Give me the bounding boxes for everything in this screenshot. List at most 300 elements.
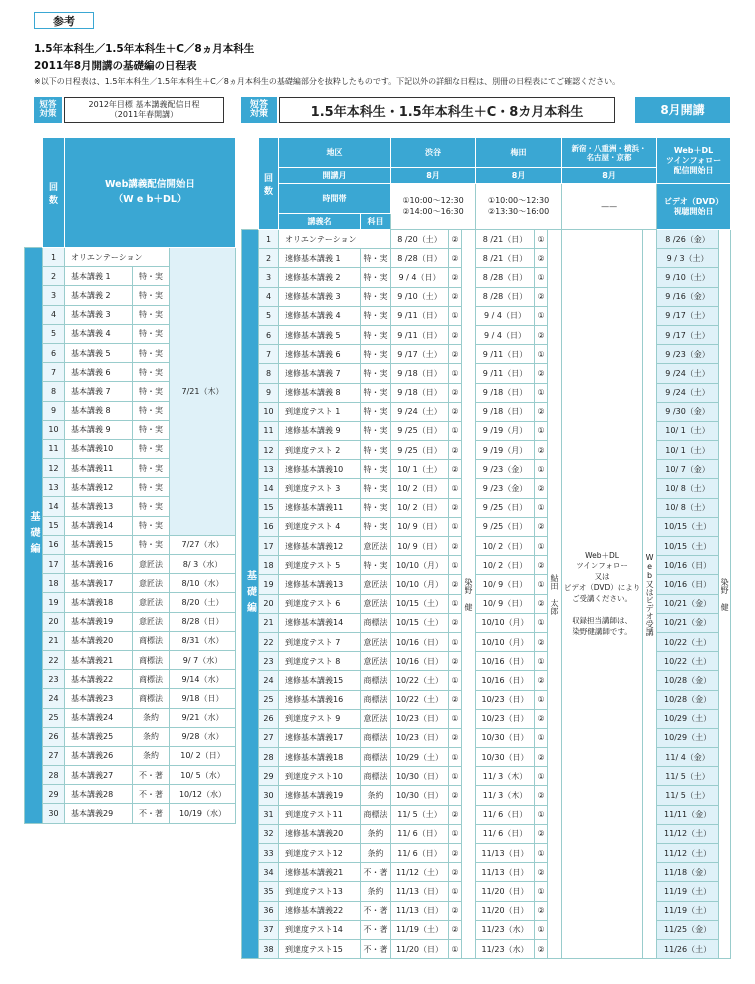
shibuya-slot: ① <box>449 517 462 536</box>
schedule-note: ※以下の日程表は、1.5年本科生／1.5年本科生＋C／8ヵ月本科生の基礎編部分を抜粋したものです。下記以外の詳細な日程は、別冊の日程表にてご確認ください。 <box>34 77 621 86</box>
right-row <box>242 306 731 325</box>
right-subject: 特・実 <box>361 421 391 440</box>
left-lecture-name: 基本講義 9 <box>65 420 133 439</box>
shibuya-slot: ① <box>449 306 462 325</box>
left-web-start: 8/ 3（水） <box>170 555 236 574</box>
shibuya-date: 10/30（日） <box>391 767 449 786</box>
time-other: —— <box>562 184 657 230</box>
right-row-number: 19 <box>259 575 279 594</box>
shibuya-slot: ② <box>449 728 462 747</box>
right-row <box>242 268 731 287</box>
shibuya-date: 10/ 2（日） <box>391 498 449 517</box>
shibuya-slot: ② <box>449 460 462 479</box>
right-row <box>242 537 731 556</box>
shibuya-date: 10/22（土） <box>391 690 449 709</box>
right-row <box>242 402 731 421</box>
left-lecture-name: 基本講義 4 <box>65 324 133 343</box>
umeda-date: 9 / 4（日） <box>476 306 535 325</box>
umeda-slot: ② <box>535 479 548 498</box>
right-lecture-name: 速修基本講義 4 <box>279 306 361 325</box>
left-row-number: 11 <box>43 439 65 458</box>
right-row-number: 18 <box>259 556 279 575</box>
umeda-date: 11/13（日） <box>476 844 535 863</box>
shibuya-date: 8 /20（土） <box>391 230 449 249</box>
left-subject: 特・実 <box>133 497 170 516</box>
umeda-slot: ② <box>535 287 548 306</box>
left-row-number: 27 <box>43 746 65 765</box>
right-lecture-name: 速修基本講義19 <box>279 786 361 805</box>
right-subject: 特・実 <box>361 498 391 517</box>
shibuya-slot: ① <box>449 594 462 613</box>
left-lecture-name: 基本講義21 <box>65 650 133 669</box>
umeda-date: 11/23（水） <box>476 920 535 939</box>
shibuya-slot: ② <box>449 402 462 421</box>
right-lecture-name: 到達度テスト14 <box>279 920 361 939</box>
left-lecture-name: 基本講義 1 <box>65 267 133 286</box>
right-lecture-name: 到達度テスト11 <box>279 805 361 824</box>
right-lecture-name: 速修基本講義18 <box>279 748 361 767</box>
umeda-slot: ② <box>535 325 548 344</box>
left-web-start: 10/12（水） <box>170 785 236 804</box>
umeda-date: 9 /23（金） <box>476 460 535 479</box>
shibuya-date: 10/22（土） <box>391 671 449 690</box>
right-schedule-table <box>241 137 731 959</box>
umeda-slot: ① <box>535 613 548 632</box>
umeda-date: 10/30（日） <box>476 748 535 767</box>
left-subject: 特・実 <box>133 305 170 324</box>
right-subject: 不・著 <box>361 863 391 882</box>
right-row <box>242 632 731 651</box>
right-subject: 商標法 <box>361 690 391 709</box>
left-subject: 条約 <box>133 746 170 765</box>
header-month: 開講月 <box>279 168 391 184</box>
other-areas-note: Web＋DL ツインフォロー 又は ビデオ（DVD）により ご受講ください。 収録担当講師は、 染野健講師です。 <box>562 230 643 959</box>
shibuya-date: 11/20（日） <box>391 939 449 958</box>
right-lecture-name: 速修基本講義 3 <box>279 287 361 306</box>
shibuya-slot: ② <box>449 230 462 249</box>
right-subject: 意匠法 <box>361 594 391 613</box>
right-subject: 意匠法 <box>361 632 391 651</box>
left-lecture-name: 基本講義 5 <box>65 343 133 362</box>
time-umeda: ①10:00〜12:30 ②13:30〜16:00 <box>476 184 562 230</box>
right-row-number: 11 <box>259 421 279 440</box>
webdl-date: 9 /30（金） <box>657 402 719 421</box>
left-subject: 商標法 <box>133 689 170 708</box>
shibuya-slot: ② <box>449 287 462 306</box>
umeda-slot: ① <box>535 767 548 786</box>
left-lecture-name: 基本講義 3 <box>65 305 133 324</box>
header-subject: 科目 <box>361 214 391 230</box>
right-lecture-name: 速修基本講義14 <box>279 613 361 632</box>
right-row-number: 35 <box>259 882 279 901</box>
left-row-number: 16 <box>43 535 65 554</box>
umeda-date: 11/ 3（木） <box>476 767 535 786</box>
right-subject: 特・実 <box>361 517 391 536</box>
left-subject: 条約 <box>133 727 170 746</box>
umeda-slot: ① <box>535 690 548 709</box>
right-row <box>242 613 731 632</box>
umeda-date: 9 /19（月） <box>476 441 535 460</box>
shibuya-date: 11/12（土） <box>391 863 449 882</box>
webdl-date: 10/29（土） <box>657 709 719 728</box>
left-web-start: 8/28（日） <box>170 612 236 631</box>
umeda-lecturer: 鮎田 太郎 <box>548 230 562 959</box>
webdl-date: 9 /24（土） <box>657 364 719 383</box>
right-lecture-name: 速修基本講義 6 <box>279 345 361 364</box>
left-subject: 特・実 <box>133 439 170 458</box>
shibuya-slot: ① <box>449 824 462 843</box>
right-lecture-name: 速修基本講義16 <box>279 690 361 709</box>
left-row-number: 17 <box>43 555 65 574</box>
umeda-date: 11/ 6（日） <box>476 824 535 843</box>
webdl-date: 10/ 1（土） <box>657 441 719 460</box>
umeda-slot: ② <box>535 249 548 268</box>
shibuya-date: 9 /11（日） <box>391 306 449 325</box>
right-row <box>242 345 731 364</box>
shibuya-date: 10/16（日） <box>391 652 449 671</box>
header-lecture: 講義名 <box>279 214 361 230</box>
right-lecture-name: 速修基本講義 1 <box>279 249 361 268</box>
left-lecture-name: 基本講義25 <box>65 727 133 746</box>
right-row-number: 33 <box>259 844 279 863</box>
left-lecture-name: 基本講義12 <box>65 478 133 497</box>
right-subject: 意匠法 <box>361 575 391 594</box>
left-subject: 意匠法 <box>133 574 170 593</box>
right-row-number: 27 <box>259 728 279 747</box>
shibuya-date: 10/10（月） <box>391 556 449 575</box>
umeda-slot: ② <box>535 632 548 651</box>
right-row-number: 23 <box>259 652 279 671</box>
right-row <box>242 575 731 594</box>
webdl-date: 9 / 3（土） <box>657 249 719 268</box>
reference-badge: 参考 <box>34 12 94 29</box>
left-row <box>25 804 236 823</box>
right-row-number: 32 <box>259 824 279 843</box>
right-row-number: 9 <box>259 383 279 402</box>
shibuya-slot: ② <box>449 441 462 460</box>
left-lecture-name: 基本講義29 <box>65 804 133 823</box>
webdl-date: 8 /26（金） <box>657 230 719 249</box>
left-web-start: 9/18（日） <box>170 689 236 708</box>
shibuya-slot: ② <box>449 805 462 824</box>
right-row <box>242 383 731 402</box>
right-lecture-name: 速修基本講義11 <box>279 498 361 517</box>
right-subject: 不・著 <box>361 920 391 939</box>
left-row-number: 24 <box>43 689 65 708</box>
umeda-date: 11/20（日） <box>476 882 535 901</box>
shibuya-slot: ② <box>449 863 462 882</box>
left-lecture-name: 基本講義11 <box>65 459 133 478</box>
left-row <box>25 746 236 765</box>
right-lecture-name: 到達度テスト 5 <box>279 556 361 575</box>
shibuya-slot: ② <box>449 613 462 632</box>
right-row-number: 4 <box>259 287 279 306</box>
shibuya-date: 10/10（月） <box>391 575 449 594</box>
right-row <box>242 671 731 690</box>
left-lecture-name: 基本講義28 <box>65 785 133 804</box>
right-row <box>242 230 731 249</box>
right-row-number: 31 <box>259 805 279 824</box>
right-lecture-name: 速修基本講義17 <box>279 728 361 747</box>
right-row-number: 26 <box>259 709 279 728</box>
left-row-number: 30 <box>43 804 65 823</box>
umeda-date: 10/10（月） <box>476 632 535 651</box>
right-row-number: 12 <box>259 441 279 460</box>
shibuya-date: 8 /28（日） <box>391 249 449 268</box>
left-lecture-name: 基本講義 6 <box>65 363 133 382</box>
left-row <box>25 631 236 650</box>
left-row-number: 2 <box>43 267 65 286</box>
header-umeda: 梅田 <box>476 138 562 168</box>
left-row-number: 21 <box>43 631 65 650</box>
right-row <box>242 441 731 460</box>
left-web-start: 10/19（水） <box>170 804 236 823</box>
left-row <box>25 689 236 708</box>
right-row-number: 14 <box>259 479 279 498</box>
umeda-slot: ② <box>535 709 548 728</box>
right-row-number: 34 <box>259 863 279 882</box>
umeda-date: 9 /18（日） <box>476 383 535 402</box>
shibuya-slot: ② <box>449 786 462 805</box>
left-web-start: 10/ 5（水） <box>170 766 236 785</box>
webdl-date: 9 /24（土） <box>657 383 719 402</box>
left-lecture-name: 基本講義 2 <box>65 286 133 305</box>
webdl-date: 11/18（金） <box>657 863 719 882</box>
umeda-date: 11/ 6（日） <box>476 805 535 824</box>
right-row <box>242 556 731 575</box>
left-web-start: 9/ 7（水） <box>170 650 236 669</box>
umeda-date: 8 /28（日） <box>476 287 535 306</box>
left-lecture-name: 基本講義27 <box>65 766 133 785</box>
right-row <box>242 882 731 901</box>
right-row <box>242 652 731 671</box>
umeda-date: 8 /21（日） <box>476 249 535 268</box>
umeda-date: 10/23（日） <box>476 709 535 728</box>
umeda-date: 9 / 4（日） <box>476 325 535 344</box>
shibuya-date: 11/ 5（土） <box>391 805 449 824</box>
shibuya-date: 10/23（日） <box>391 709 449 728</box>
umeda-slot: ② <box>535 786 548 805</box>
month-umeda: 8月 <box>476 168 562 184</box>
left-title-line2: （2011年春開講） <box>109 110 179 119</box>
umeda-slot: ② <box>535 441 548 460</box>
right-row <box>242 460 731 479</box>
left-row-number: 22 <box>43 650 65 669</box>
left-row <box>25 535 236 554</box>
right-subject: 特・実 <box>361 441 391 460</box>
umeda-date: 11/23（水） <box>476 939 535 958</box>
right-section-label: 基礎編 <box>242 230 259 959</box>
shibuya-slot: ② <box>449 537 462 556</box>
shibuya-slot: ② <box>449 652 462 671</box>
umeda-slot: ① <box>535 882 548 901</box>
right-row <box>242 479 731 498</box>
left-row-number: 23 <box>43 670 65 689</box>
right-row-number: 7 <box>259 345 279 364</box>
left-web-start: 10/ 2（日） <box>170 746 236 765</box>
shibuya-date: 11/19（土） <box>391 920 449 939</box>
shibuya-date: 9 /25（日） <box>391 421 449 440</box>
left-lecture-name: 基本講義18 <box>65 593 133 612</box>
right-row-number: 16 <box>259 517 279 536</box>
shibuya-slot: ① <box>449 671 462 690</box>
left-subject: 不・著 <box>133 785 170 804</box>
umeda-date: 9 /18（日） <box>476 402 535 421</box>
umeda-slot: ② <box>535 901 548 920</box>
right-subject: 意匠法 <box>361 652 391 671</box>
right-subject: 条約 <box>361 882 391 901</box>
umeda-slot: ② <box>535 517 548 536</box>
umeda-date: 10/ 9（日） <box>476 594 535 613</box>
shibuya-slot: ① <box>449 632 462 651</box>
umeda-date: 11/ 3（木） <box>476 786 535 805</box>
right-title-box: 1.5年本科生・1.5年本科生＋C・8カ月本科生 <box>279 97 615 123</box>
webdl-date: 10/ 8（土） <box>657 498 719 517</box>
left-row-number: 26 <box>43 727 65 746</box>
left-section-label: 基礎編 <box>25 248 43 824</box>
left-schedule-table <box>24 137 236 824</box>
shibuya-date: 9 /17（土） <box>391 345 449 364</box>
right-lecture-name: 速修基本講義 5 <box>279 325 361 344</box>
left-subject: 条約 <box>133 708 170 727</box>
shibuya-date: 10/16（日） <box>391 632 449 651</box>
right-row <box>242 287 731 306</box>
umeda-date: 11/13（日） <box>476 863 535 882</box>
umeda-slot: ② <box>535 556 548 575</box>
shibuya-slot: ② <box>449 249 462 268</box>
shibuya-date: 11/ 6（日） <box>391 824 449 843</box>
right-row <box>242 901 731 920</box>
shibuya-slot: ② <box>449 325 462 344</box>
month-other: 8月 <box>562 168 657 184</box>
webdl-date: 10/ 7（金） <box>657 460 719 479</box>
shibuya-slot: ① <box>449 421 462 440</box>
right-row-number: 36 <box>259 901 279 920</box>
right-row-number: 13 <box>259 460 279 479</box>
shibuya-date: 9 /18（日） <box>391 364 449 383</box>
webdl-date: 9 /17（土） <box>657 306 719 325</box>
right-subject: 商標法 <box>361 805 391 824</box>
umeda-slot: ① <box>535 498 548 517</box>
left-row <box>25 785 236 804</box>
shibuya-date: 9 /25（日） <box>391 441 449 460</box>
left-lecture-name: 基本講義13 <box>65 497 133 516</box>
left-subject: 特・実 <box>133 478 170 497</box>
right-lecture-name: 速修基本講義13 <box>279 575 361 594</box>
left-subject: 特・実 <box>133 401 170 420</box>
right-subject: 特・実 <box>361 556 391 575</box>
right-lecture-name: 速修基本講義15 <box>279 671 361 690</box>
right-row-number: 38 <box>259 939 279 958</box>
webdl-date: 10/16（日） <box>657 556 719 575</box>
right-lecture-name: 速修基本講義10 <box>279 460 361 479</box>
shibuya-date: 11/ 6（日） <box>391 844 449 863</box>
left-lecture-name: 基本講義20 <box>65 631 133 650</box>
umeda-slot: ① <box>535 345 548 364</box>
right-row-number: 37 <box>259 920 279 939</box>
time-shibuya: ①10:00〜12:30 ②14:00〜16:30 <box>391 184 476 230</box>
left-row-number: 12 <box>43 459 65 478</box>
right-subject: 商標法 <box>361 748 391 767</box>
right-lecture-name: 速修基本講義 2 <box>279 268 361 287</box>
right-row <box>242 767 731 786</box>
right-row <box>242 844 731 863</box>
left-row-number: 13 <box>43 478 65 497</box>
right-row <box>242 709 731 728</box>
right-lecture-name: 速修基本講義21 <box>279 863 361 882</box>
shibuya-date: 9 /11（日） <box>391 325 449 344</box>
right-subject: 特・実 <box>361 325 391 344</box>
shibuya-date: 9 /10（土） <box>391 287 449 306</box>
left-row-number: 3 <box>43 286 65 305</box>
right-lecture-name: 到達度テスト 7 <box>279 632 361 651</box>
left-lecture-name: 基本講義16 <box>65 555 133 574</box>
right-lecture-name: 到達度テスト 6 <box>279 594 361 613</box>
right-lecture-name: 速修基本講義22 <box>279 901 361 920</box>
left-web-start: 9/28（水） <box>170 727 236 746</box>
left-lecture-name: 基本講義 8 <box>65 401 133 420</box>
webdl-date: 11/ 4（金） <box>657 748 719 767</box>
shibuya-slot: ② <box>449 844 462 863</box>
umeda-slot: ① <box>535 844 548 863</box>
webdl-date: 10/16（日） <box>657 575 719 594</box>
left-subject: 特・実 <box>133 516 170 535</box>
shibuya-date: 10/15（土） <box>391 613 449 632</box>
right-subject: 商標法 <box>361 767 391 786</box>
umeda-slot: ① <box>535 537 548 556</box>
umeda-slot: ② <box>535 364 548 383</box>
left-subject: 意匠法 <box>133 612 170 631</box>
right-lecture-name: 速修基本講義 8 <box>279 383 361 402</box>
umeda-slot: ② <box>535 402 548 421</box>
left-subject: 特・実 <box>133 286 170 305</box>
umeda-slot: ① <box>535 230 548 249</box>
umeda-date: 10/30（日） <box>476 728 535 747</box>
shibuya-date: 9 /24（土） <box>391 402 449 421</box>
left-row <box>25 766 236 785</box>
right-row <box>242 805 731 824</box>
shibuya-slot: ① <box>449 939 462 958</box>
left-subject: 不・著 <box>133 804 170 823</box>
umeda-slot: ② <box>535 594 548 613</box>
umeda-slot: ② <box>535 748 548 767</box>
left-row <box>25 670 236 689</box>
shibuya-slot: ① <box>449 479 462 498</box>
left-subject: 特・実 <box>133 382 170 401</box>
umeda-date: 9 /23（金） <box>476 479 535 498</box>
left-row-number: 4 <box>43 305 65 324</box>
webdl-date: 11/26（土） <box>657 939 719 958</box>
left-lecture-name: 基本講義26 <box>65 746 133 765</box>
left-web-start: 8/20（土） <box>170 593 236 612</box>
left-row <box>25 612 236 631</box>
left-row-number: 8 <box>43 382 65 401</box>
right-lecture-name: 到達度テスト15 <box>279 939 361 958</box>
right-lecture-name: オリエンテーション <box>279 230 391 249</box>
umeda-slot: ① <box>535 306 548 325</box>
header-video-start: ビデオ（DVD） 視聴開始日 <box>657 184 731 230</box>
left-row <box>25 727 236 746</box>
shibuya-slot: ① <box>449 882 462 901</box>
umeda-date: 9 /19（月） <box>476 421 535 440</box>
umeda-date: 8 /28（日） <box>476 268 535 287</box>
left-row <box>25 574 236 593</box>
umeda-slot: ② <box>535 863 548 882</box>
left-subject: 特・実 <box>133 267 170 286</box>
umeda-date: 8 /21（日） <box>476 230 535 249</box>
umeda-slot: ① <box>535 805 548 824</box>
left-col-count: 回 数 <box>43 138 65 248</box>
